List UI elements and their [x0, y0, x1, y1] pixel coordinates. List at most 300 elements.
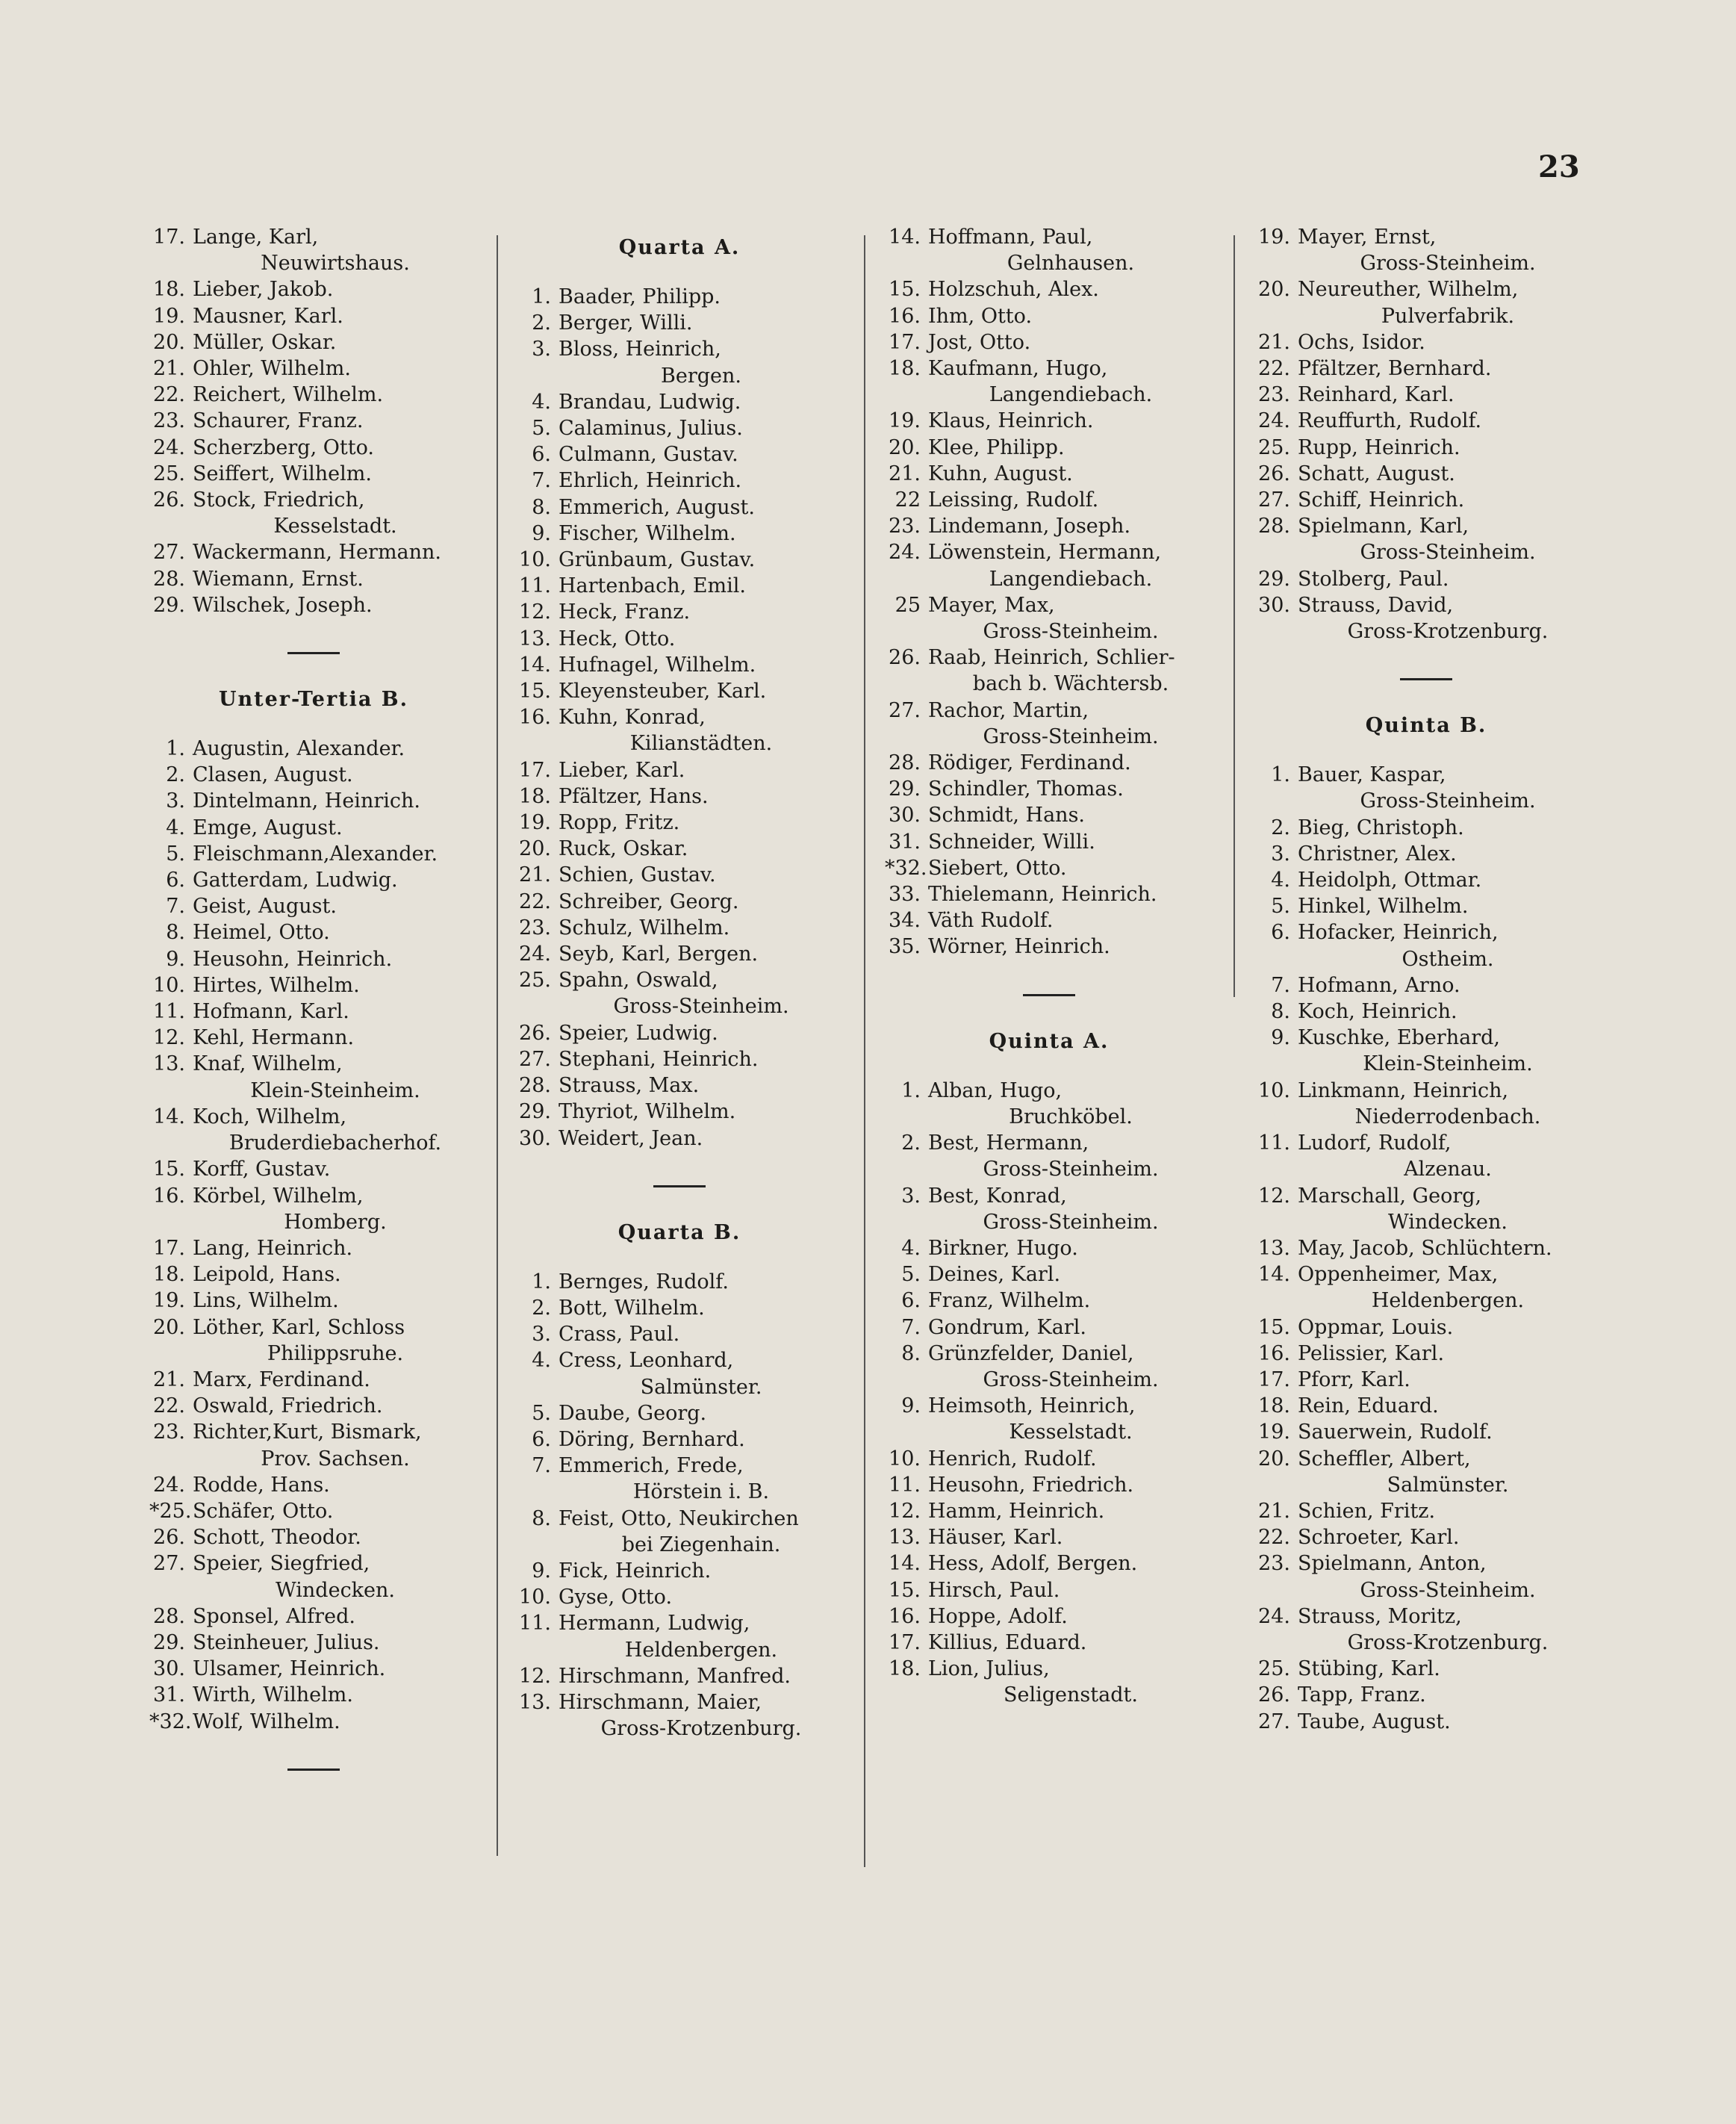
entry-number: 27.	[519, 1047, 551, 1071]
entry-number: 21.	[1258, 330, 1290, 354]
list-item	[885, 934, 1213, 960]
list-item	[149, 1682, 478, 1708]
entry-number: 10.	[519, 1586, 551, 1609]
entry-place: Bruderdiebacherhof.	[228, 1131, 442, 1155]
entry-place: Gross-Steinheim.	[983, 1158, 1159, 1181]
entry-number: 10.	[519, 548, 551, 572]
entry-name: Hofacker, Heinrich,	[1298, 921, 1499, 945]
entry-name: Strauss, Moritz,	[1298, 1604, 1462, 1628]
entry-text	[193, 815, 478, 841]
list-item	[515, 678, 844, 704]
list-item	[1254, 1261, 1598, 1314]
entry-text	[559, 1453, 844, 1505]
entry-name: Ihm, Otto.	[928, 304, 1033, 328]
list-item	[1254, 815, 1598, 841]
entry-number: 4.	[166, 816, 185, 839]
list-item	[515, 573, 844, 599]
entry-name: Klee, Philipp.	[928, 435, 1065, 459]
entry-text	[1298, 1709, 1598, 1735]
entry-name: Gondrum, Karl.	[928, 1315, 1086, 1339]
entry-name: Holzschuh, Alex.	[928, 278, 1099, 302]
entry-number: 20.	[153, 1315, 185, 1339]
entry-text	[928, 1261, 1213, 1288]
entry-number: 16.	[889, 1604, 921, 1628]
list-item	[149, 1472, 478, 1498]
list-item	[515, 1610, 844, 1662]
entry-text	[1298, 1367, 1598, 1393]
entry-text	[928, 934, 1213, 960]
entry-text	[193, 1288, 478, 1314]
entry-name: Sponsel, Alfred.	[193, 1604, 355, 1628]
entry-place: Klein-Steinheim.	[1363, 1052, 1533, 1076]
entry-text	[1298, 435, 1598, 461]
list-item	[1254, 1341, 1598, 1367]
entry-number: 19.	[519, 811, 551, 835]
entry-text	[193, 1630, 478, 1656]
entry-name: Bott, Wilhelm.	[559, 1296, 705, 1320]
entry-place: Gross-Steinheim.	[1360, 1578, 1536, 1602]
list-item	[1254, 1235, 1598, 1261]
entry-number: 11.	[519, 574, 551, 598]
entry-text	[559, 626, 844, 652]
list-item	[885, 408, 1213, 434]
list-item	[149, 736, 478, 762]
entry-name: Schatt, August.	[1298, 462, 1455, 485]
section-rule	[653, 1185, 706, 1187]
entry-text	[928, 1524, 1213, 1550]
entry-name: Schiff, Heinrich.	[1298, 488, 1465, 512]
list-item	[149, 276, 478, 302]
entry-place: Ostheim.	[1401, 947, 1494, 971]
entry-number: 24.	[519, 943, 551, 966]
list-item	[515, 1584, 844, 1610]
list-item	[515, 1506, 844, 1558]
entry-number: *25.	[149, 1499, 192, 1523]
entry-place: Homberg.	[284, 1210, 387, 1234]
entry-name: Hirschmann, Manfred.	[559, 1664, 791, 1688]
entry-place: Prov. Sachsen.	[261, 1447, 410, 1471]
list-item	[1254, 893, 1598, 919]
entry-text	[928, 1078, 1213, 1130]
entry-name: Ruck, Oskar.	[559, 837, 688, 861]
list-item	[1254, 1603, 1598, 1656]
section-title: Quinta A.	[989, 1029, 1110, 1053]
entry-name: Heusohn, Friedrich.	[928, 1473, 1134, 1497]
entry-name: Rupp, Heinrich.	[1298, 435, 1460, 459]
section-rule	[287, 1769, 340, 1771]
list-item	[1254, 487, 1598, 513]
entry-number: 23.	[153, 409, 185, 433]
entry-number: 31.	[153, 1683, 185, 1707]
entry-text	[928, 513, 1213, 539]
list-item	[885, 1550, 1213, 1577]
entry-number: 12.	[1258, 1184, 1290, 1208]
list-item	[515, 1099, 844, 1125]
list-item	[1254, 972, 1598, 999]
entry-name: Lins, Wilhelm.	[193, 1289, 339, 1313]
entry-number: 25.	[519, 969, 551, 993]
entry-number: 23.	[153, 1420, 185, 1444]
entry-text	[559, 836, 844, 862]
entry-text	[1298, 999, 1598, 1025]
list-item	[515, 1020, 844, 1046]
entry-number: 22.	[519, 889, 551, 913]
entry-name: Dintelmann, Heinrich.	[193, 789, 420, 813]
entry-name: Strauss, Max.	[559, 1074, 700, 1098]
entry-place: Gross-Steinheim.	[983, 1210, 1159, 1234]
entry-name: Pelissier, Karl.	[1298, 1341, 1445, 1365]
entry-number: *32.	[885, 856, 927, 880]
entry-number: 20.	[153, 330, 185, 354]
list-item	[885, 1630, 1213, 1656]
entry-number: 8.	[901, 1341, 921, 1365]
entry-name: Kuhn, Konrad,	[559, 706, 706, 730]
list-item	[885, 435, 1213, 461]
list-item	[885, 802, 1213, 828]
entry-name: Marschall, Georg,	[1298, 1184, 1482, 1208]
list-item	[149, 1419, 478, 1471]
list-item	[149, 408, 478, 434]
list-item	[1254, 1709, 1598, 1735]
list-item	[149, 972, 478, 999]
entry-number: 28.	[153, 1604, 185, 1628]
entry-text	[193, 1104, 478, 1156]
entry-name: Rein, Eduard.	[1298, 1394, 1439, 1418]
list-item	[149, 893, 478, 919]
entry-number: 19.	[153, 1289, 185, 1313]
entry-name: May, Jacob, Schlüchtern.	[1298, 1236, 1552, 1260]
entry-name: Emmerich, Frede,	[559, 1454, 744, 1478]
entry-number: 17.	[1258, 1367, 1290, 1391]
entry-text	[559, 1506, 844, 1558]
list-item	[149, 1709, 478, 1735]
entry-text	[193, 841, 478, 867]
entry-name: Alban, Hugo,	[928, 1078, 1063, 1102]
entry-place: bach b. Wächtersb.	[972, 672, 1169, 696]
entry-number: 29.	[1258, 567, 1290, 591]
entry-text	[559, 1584, 844, 1610]
list-item	[515, 1125, 844, 1152]
list-item	[515, 1689, 844, 1742]
entry-number: 24.	[1258, 1604, 1290, 1628]
entry-name: Ludorf, Rudolf,	[1298, 1131, 1452, 1155]
entry-name: Taube, August.	[1298, 1710, 1451, 1733]
entry-number: 23.	[1258, 383, 1290, 407]
entry-name: Calaminus, Julius.	[559, 417, 743, 441]
entry-number: 13.	[153, 1052, 185, 1076]
entry-text	[1298, 1498, 1598, 1524]
list-item	[1254, 867, 1598, 893]
entry-text	[928, 355, 1213, 408]
entry-name: Hofmann, Karl.	[193, 1000, 349, 1024]
entry-name: Spahn, Oswald,	[559, 969, 718, 993]
list-item	[1254, 762, 1598, 814]
entry-text	[193, 408, 478, 434]
entry-name: Wackermann, Hermann.	[193, 541, 442, 565]
entry-name: Wirth, Wilhelm.	[193, 1683, 353, 1707]
list-item	[149, 1550, 478, 1603]
entry-place: Langendiebach.	[989, 383, 1153, 407]
entry-number: 26.	[519, 1021, 551, 1045]
entry-text	[1298, 1603, 1598, 1656]
entry-number: 18.	[889, 1657, 921, 1681]
entry-name: Hoppe, Adolf.	[928, 1604, 1068, 1628]
entry-place: Gross-Krotzenburg.	[1347, 1630, 1549, 1654]
list-item	[515, 1453, 844, 1505]
entry-name: Häuser, Karl.	[928, 1526, 1063, 1550]
entry-number: 27.	[1258, 488, 1290, 512]
entry-name: Mayer, Ernst,	[1298, 226, 1437, 249]
entry-text	[559, 494, 844, 521]
entry-text	[559, 1426, 844, 1453]
entry-number: 18.	[519, 784, 551, 808]
entry-number: 25.	[153, 462, 185, 485]
entry-number: 11.	[153, 1000, 185, 1024]
entry-number: 9.	[1271, 1026, 1290, 1050]
entry-number: 20.	[1258, 1447, 1290, 1471]
list-item	[149, 566, 478, 592]
entry-text	[559, 547, 844, 573]
entry-number: 16.	[1258, 1341, 1290, 1365]
entry-name: Stolberg, Paul.	[1298, 567, 1449, 591]
list-item	[515, 1295, 844, 1321]
entry-text	[193, 1603, 478, 1630]
entry-name: Spielmann, Karl,	[1298, 515, 1469, 538]
entry-place: Alzenau.	[1404, 1158, 1492, 1181]
entry-text	[1298, 815, 1598, 841]
list-item	[885, 276, 1213, 302]
entry-name: Siebert, Otto.	[928, 856, 1067, 880]
entry-text	[1298, 1025, 1598, 1077]
entry-name: Hirschmann, Maier,	[559, 1690, 762, 1714]
entry-number: 23.	[1258, 1552, 1290, 1576]
entry-number: 6.	[901, 1289, 921, 1313]
entry-text	[1298, 972, 1598, 999]
list-item	[515, 441, 844, 468]
entry-text	[1298, 762, 1598, 814]
entry-name: Hamm, Heinrich.	[928, 1499, 1105, 1523]
entry-name: Wilschek, Joseph.	[193, 593, 373, 617]
entry-text	[928, 1603, 1213, 1630]
entry-text	[559, 783, 844, 810]
entry-text	[1298, 592, 1598, 645]
entry-name: Baader, Philipp.	[559, 285, 721, 308]
entry-name: Seyb, Karl, Bergen.	[559, 943, 759, 966]
entry-name: Müller, Oskar.	[193, 330, 337, 354]
list-item	[515, 652, 844, 678]
entry-name: Killius, Eduard.	[928, 1630, 1087, 1654]
entry-text	[1298, 919, 1598, 972]
entry-text	[928, 829, 1213, 855]
entry-number: 31.	[889, 830, 921, 854]
entry-name: Henrich, Rudolf.	[928, 1447, 1097, 1471]
list-item	[885, 776, 1213, 802]
list-item	[1254, 461, 1598, 487]
entry-number: 5.	[532, 1401, 551, 1425]
entry-number: 3.	[1271, 842, 1290, 866]
entry-number: 4.	[532, 390, 551, 414]
entry-number: 8.	[1271, 1000, 1290, 1024]
entry-text	[928, 539, 1213, 591]
entry-text	[928, 1235, 1213, 1261]
entry-number: 15.	[1258, 1315, 1290, 1339]
list-item	[1254, 1367, 1598, 1393]
entry-text	[1298, 1314, 1598, 1341]
list-item	[1254, 329, 1598, 355]
entry-name: Oppmar, Louis.	[1298, 1315, 1454, 1339]
entry-name: Pfältzer, Bernhard.	[1298, 357, 1492, 381]
entry-number: 1.	[532, 1270, 551, 1294]
entry-text	[193, 1156, 478, 1182]
entry-name: Mayer, Max,	[928, 593, 1055, 617]
entry-text	[193, 736, 478, 762]
list-item	[1254, 435, 1598, 461]
list-item	[1254, 1183, 1598, 1235]
list-item	[515, 1663, 844, 1689]
entry-text	[193, 972, 478, 999]
entry-name: Spielmann, Anton,	[1298, 1552, 1487, 1576]
entry-name: Emmerich, August.	[559, 495, 755, 519]
entry-number: 35.	[889, 935, 921, 959]
entry-number: 20.	[1258, 278, 1290, 302]
list-item	[1254, 1025, 1598, 1077]
entry-number: 15.	[889, 278, 921, 302]
list-item	[1254, 224, 1598, 276]
list-item	[885, 1498, 1213, 1524]
list-item	[149, 841, 478, 867]
entry-number: 9.	[166, 947, 185, 971]
list-item	[515, 468, 844, 494]
entry-text	[1298, 355, 1598, 382]
entry-name: Speier, Ludwig.	[559, 1021, 718, 1045]
entry-name: Korff, Gustav.	[193, 1158, 331, 1181]
entry-text	[193, 566, 478, 592]
entry-number: 8.	[532, 495, 551, 519]
column-3	[885, 224, 1213, 1709]
entry-number: 29.	[153, 593, 185, 617]
entry-name: Lieber, Jakob.	[193, 278, 334, 302]
list-item	[885, 1078, 1213, 1130]
entry-text	[193, 946, 478, 972]
entry-text	[928, 1550, 1213, 1577]
entry-name: Schroeter, Karl.	[1298, 1526, 1460, 1550]
entry-number: 5.	[901, 1263, 921, 1287]
entry-name: Scherzberg, Otto.	[193, 435, 374, 459]
entry-number: 21.	[519, 863, 551, 887]
entry-name: Hirsch, Paul.	[928, 1578, 1060, 1602]
entry-name: Raab, Heinrich, Schlier-	[928, 646, 1175, 670]
entry-text	[559, 889, 844, 915]
list-item	[149, 788, 478, 814]
entry-name: Heimsoth, Heinrich,	[928, 1394, 1136, 1418]
list-item	[149, 1235, 478, 1261]
entry-name: Speier, Siegfried,	[193, 1552, 370, 1576]
entry-number: 23.	[519, 916, 551, 940]
entry-number: 25.	[1258, 435, 1290, 459]
entry-name: Väth Rudolf.	[928, 909, 1054, 933]
entry-list	[1254, 762, 1598, 1735]
entry-name: Ulsamer, Heinrich.	[193, 1657, 386, 1681]
entry-name: Cress, Leonhard,	[559, 1349, 734, 1373]
list-item	[515, 1347, 844, 1400]
entry-name: Stock, Friedrich,	[193, 488, 365, 512]
entry-text	[193, 1393, 478, 1419]
entry-name: Bieg, Christoph.	[1298, 816, 1464, 839]
entry-name: Richter,Kurt, Bismark,	[193, 1420, 422, 1444]
list-item	[515, 941, 844, 967]
entry-text	[928, 1341, 1213, 1393]
entry-number: 24.	[153, 435, 185, 459]
entry-text	[193, 1682, 478, 1708]
list-item	[1254, 1682, 1598, 1708]
entry-text	[928, 461, 1213, 487]
entry-place: Gross-Steinheim.	[1360, 541, 1536, 565]
entry-number: 16.	[519, 706, 551, 730]
entry-text	[928, 592, 1213, 645]
entry-text	[193, 435, 478, 461]
entry-number: 22.	[1258, 1526, 1290, 1550]
entry-name: Ochs, Isidor.	[1298, 330, 1425, 354]
entry-text	[1298, 1419, 1598, 1445]
entry-text	[928, 1288, 1213, 1314]
entry-text	[928, 1130, 1213, 1182]
list-item	[885, 513, 1213, 539]
entry-name: Neureuther, Wilhelm,	[1298, 278, 1519, 302]
list-item	[149, 461, 478, 487]
entry-number: 17.	[889, 1630, 921, 1654]
entry-number: 16.	[889, 304, 921, 328]
entry-name: Steinheuer, Julius.	[193, 1630, 380, 1654]
entry-name: Bloss, Heinrich,	[559, 338, 721, 361]
entry-number: 21.	[153, 1367, 185, 1391]
entry-name: Hoffmann, Paul,	[928, 226, 1093, 249]
list-item	[1254, 1078, 1598, 1130]
entry-number: 2.	[532, 311, 551, 335]
entry-text	[193, 1261, 478, 1288]
list-item	[1254, 1550, 1598, 1603]
entry-text	[1298, 513, 1598, 565]
list-item	[1254, 382, 1598, 408]
list-item	[1254, 355, 1598, 382]
entry-number: 22.	[153, 383, 185, 407]
list-item	[515, 1558, 844, 1584]
list-item	[149, 1314, 478, 1367]
list-item	[515, 967, 844, 1019]
entry-text	[928, 1630, 1213, 1656]
entry-number: 20.	[889, 435, 921, 459]
entry-text	[928, 855, 1213, 881]
list-item	[1254, 999, 1598, 1025]
list-item	[885, 539, 1213, 591]
entry-text	[193, 329, 478, 355]
entry-name: Bauer, Kaspar,	[1298, 763, 1446, 787]
entry-number: 28.	[1258, 515, 1290, 538]
entry-number: 20.	[519, 837, 551, 861]
entry-number: 30.	[519, 1126, 551, 1150]
entry-name: Koch, Heinrich.	[1298, 1000, 1457, 1024]
entry-number: 17.	[889, 330, 921, 354]
entry-name: Lieber, Karl.	[559, 758, 685, 782]
list-item	[149, 1261, 478, 1288]
list-item	[885, 1393, 1213, 1445]
entry-text	[559, 1072, 844, 1099]
entry-number: 6.	[1271, 921, 1290, 945]
entry-text	[928, 487, 1213, 513]
list-item	[149, 303, 478, 329]
entry-text	[928, 645, 1213, 697]
list-item	[149, 382, 478, 408]
list-item	[885, 907, 1213, 934]
